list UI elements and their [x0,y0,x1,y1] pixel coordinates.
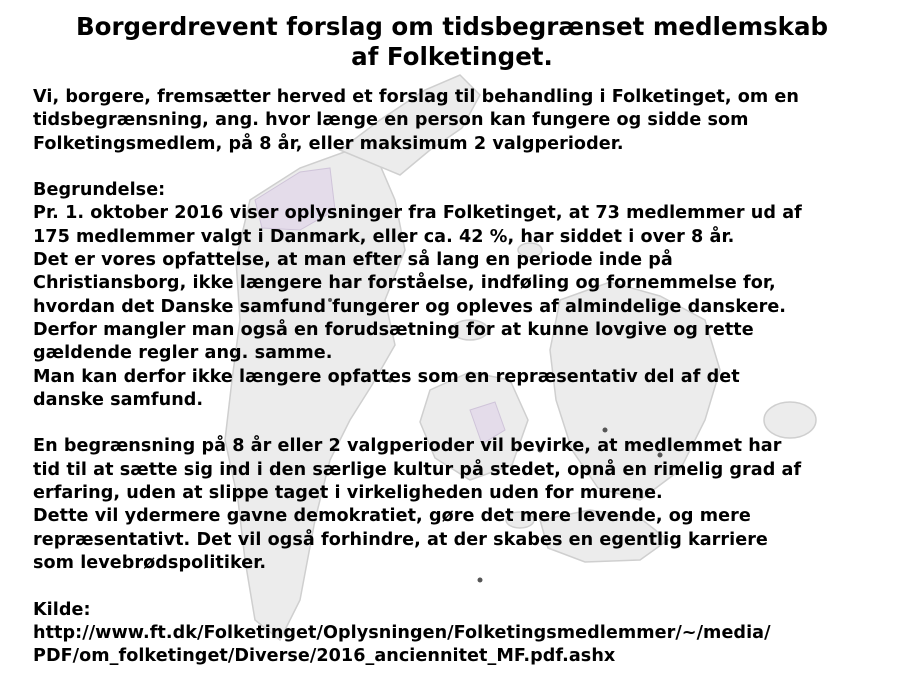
text-line: tid til at sætte sig ind i den særlige kultur på stedet, opnå en rimelig grad af [33,459,802,480]
section-heading: Kilde: [33,599,91,620]
text-line: Det er vores opfattelse, at man efter så lang en periode inde på [33,250,673,271]
section-heading: Begrundelse: [33,180,166,201]
text-line: Folketingsmedlem, på 8 år, eller maksimum 2 valgperioder. [33,133,624,154]
begrundelse-section [33,179,913,412]
effect-paragraph [33,435,913,575]
text-line: repræsentativt. Det vil også forhindre, at der skabes en egentlig karriere [33,529,768,550]
text-line: erfaring, uden at slippe taget i virkeligheden uden for murene. [33,483,663,504]
paragraph-gap [33,156,913,179]
kilde-section [33,599,913,669]
text-line: Vi, borgere, fremsætter herved et forslag til behandling i Folketinget, om en [33,87,799,107]
text-line: Pr. 1. oktober 2016 viser oplysninger fra Folketinget, at 73 medlemmer ud af [33,203,802,224]
title-line: af Folketinget. [351,42,553,71]
paragraph-gap [33,412,913,435]
source-url-line: http://www.ft.dk/Folketinget/Oplysningen/Folketingsmedlemmer/~/media/ [33,622,771,643]
text-line: En begrænsning på 8 år eller 2 valgperioder vil bevirke, at medlemmet har [33,436,782,457]
text-line: Derfor mangler man også en forudsætning for at kunne lovgive og rette [33,319,754,340]
text-line: gældende regler ang. samme. [33,343,333,364]
text-line: 175 medlemmer valgt i Danmark, eller ca. 42 %, har siddet i over 8 år. [33,226,735,247]
text-line: Man kan derfor ikke længere opfattes som en repræsentativ del af det [33,366,740,387]
source-url-line: PDF/om_folketinget/Diverse/2016_anciennitet_MF.pdf.ashx [33,646,616,667]
text-line: Christiansborg, ikke længere har forståelse, indføling og fornemmelse for, [33,273,776,294]
paragraph-gap [33,575,913,598]
text-line: danske samfund. [33,389,204,410]
text-line: Dette vil ydermere gavne demokratiet, gøre det mere levende, og mere [33,506,751,527]
title-line: Borgerdrevent forslag om tidsbegrænset medlemskab [75,12,829,41]
document-body [33,86,913,668]
text-line: som levebrødspolitiker. [33,552,267,573]
text-line: tidsbegrænsning, ang. hvor længe en person kan fungere og sidde som [33,110,749,131]
text-line: hvordan det Danske samfund fungerer og opleves af almindelige danskere. [33,296,787,317]
page-title [0,12,904,72]
intro-paragraph [33,86,913,156]
